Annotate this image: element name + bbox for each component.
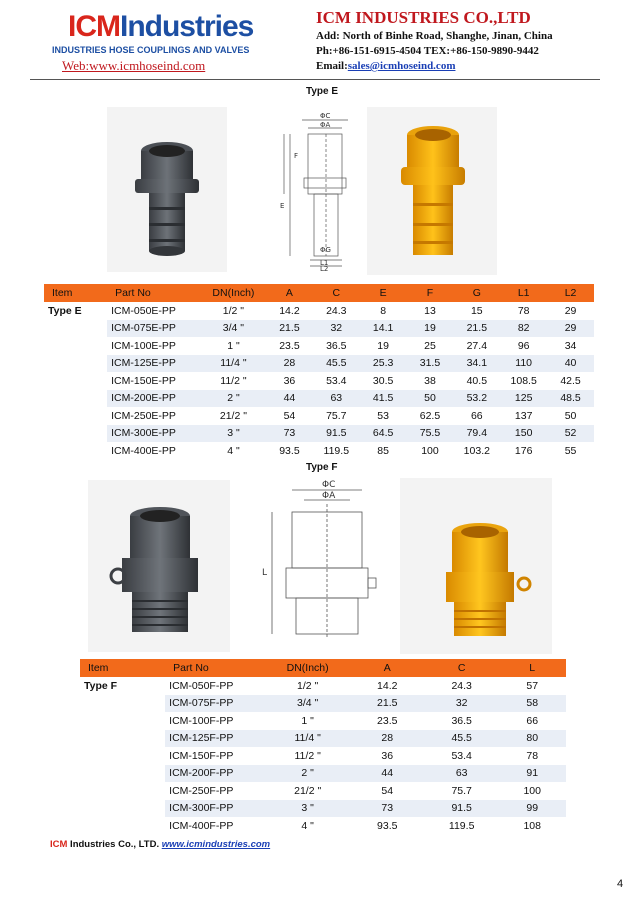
value-cell: 3 " — [201, 425, 266, 443]
value-cell: 50 — [547, 407, 594, 425]
value-cell: 63 — [313, 390, 360, 408]
value-cell: 125 — [500, 390, 547, 408]
value-cell: 3/4 " — [266, 695, 350, 713]
column-header: L2 — [547, 284, 594, 302]
value-cell: 78 — [498, 747, 566, 765]
value-cell: 45.5 — [425, 730, 499, 748]
value-cell: 42.5 — [547, 372, 594, 390]
column-header: F — [407, 284, 454, 302]
website-link[interactable]: Web:www.icmhoseind.com — [62, 58, 206, 73]
value-cell: 19 — [407, 320, 454, 338]
value-cell: 53.4 — [313, 372, 360, 390]
value-cell: 38 — [407, 372, 454, 390]
type-f-yellow-photo — [400, 478, 552, 654]
column-header: G — [453, 284, 500, 302]
value-cell: 2 " — [201, 390, 266, 408]
value-cell: 75.5 — [407, 425, 454, 443]
value-cell: 27.4 — [453, 337, 500, 355]
value-cell: 2 " — [266, 765, 350, 783]
value-cell: 28 — [350, 730, 425, 748]
value-cell: 32 — [425, 695, 499, 713]
drawing-dimension-label: ΦA — [320, 121, 331, 129]
part-number-cell: ICM-250E-PP — [107, 407, 201, 425]
part-number-cell: ICM-400E-PP — [107, 442, 201, 460]
value-cell: 25 — [407, 337, 454, 355]
table-row — [44, 320, 594, 338]
part-number-cell: ICM-400F-PP — [165, 817, 266, 835]
value-cell: 54 — [266, 407, 313, 425]
part-number-cell: ICM-200E-PP — [107, 390, 201, 408]
part-number-cell: ICM-100E-PP — [107, 337, 201, 355]
value-cell: 4 " — [266, 817, 350, 835]
type-e-title: Type E — [306, 86, 339, 97]
value-cell: 36.5 — [313, 337, 360, 355]
value-cell: 66 — [453, 407, 500, 425]
part-number-cell: ICM-075E-PP — [107, 320, 201, 338]
value-cell: 21.5 — [453, 320, 500, 338]
column-header: C — [313, 284, 360, 302]
value-cell: 103.2 — [453, 442, 500, 460]
value-cell: 75.7 — [425, 782, 499, 800]
value-cell: 55 — [547, 442, 594, 460]
value-cell: 100 — [498, 782, 566, 800]
value-cell: 13 — [407, 302, 454, 320]
value-cell: 3 " — [266, 800, 350, 818]
part-number-cell: ICM-050F-PP — [165, 677, 266, 695]
company-phone: Ph:+86-151-6915-4504 TEX:+86-150-9890-9442 — [316, 45, 539, 57]
value-cell: 44 — [266, 390, 313, 408]
table-row — [44, 425, 594, 443]
value-cell: 8 — [360, 302, 407, 320]
value-cell: 40.5 — [453, 372, 500, 390]
part-number-cell: ICM-150F-PP — [165, 747, 266, 765]
value-cell: 25.3 — [360, 355, 407, 373]
drawing-dimension-label: E — [280, 202, 285, 210]
value-cell: 3/4 " — [201, 320, 266, 338]
type-f-gray-photo — [88, 480, 230, 652]
drawing-dimension-label: L2 — [320, 265, 329, 273]
value-cell: 119.5 — [313, 442, 360, 460]
value-cell: 108.5 — [500, 372, 547, 390]
type-e-gray-photo — [107, 107, 227, 272]
logo-subtitle: INDUSTRIES HOSE COUPLINGS AND VALVES — [52, 45, 250, 55]
value-cell: 48.5 — [547, 390, 594, 408]
value-cell: 40 — [547, 355, 594, 373]
type-e-spec-table — [44, 284, 594, 460]
part-number-cell: ICM-100F-PP — [165, 712, 266, 730]
column-header: DN(Inch) — [201, 284, 266, 302]
part-number-cell: ICM-300F-PP — [165, 800, 266, 818]
drawing-dimension-label: ΦC — [322, 480, 336, 490]
value-cell: 176 — [500, 442, 547, 460]
value-cell: 54 — [350, 782, 425, 800]
value-cell: 85 — [360, 442, 407, 460]
table-row — [44, 355, 594, 373]
column-header: L — [498, 659, 566, 677]
type-f-title: Type F — [306, 462, 338, 473]
value-cell: 21/2 " — [201, 407, 266, 425]
part-number-cell: ICM-125E-PP — [107, 355, 201, 373]
value-cell: 32 — [313, 320, 360, 338]
value-cell: 45.5 — [313, 355, 360, 373]
value-cell: 23.5 — [266, 337, 313, 355]
value-cell: 30.5 — [360, 372, 407, 390]
table-row — [44, 390, 594, 408]
value-cell: 1/2 " — [201, 302, 266, 320]
page-number: 4 — [617, 878, 624, 890]
value-cell: 119.5 — [425, 817, 499, 835]
value-cell: 93.5 — [350, 817, 425, 835]
column-header: C — [425, 659, 499, 677]
value-cell: 82 — [500, 320, 547, 338]
drawing-dimension-label: ΦC — [320, 112, 331, 120]
column-header: A — [266, 284, 313, 302]
value-cell: 23.5 — [350, 712, 425, 730]
column-header: E — [360, 284, 407, 302]
part-number-cell: ICM-300E-PP — [107, 425, 201, 443]
part-number-cell: ICM-125F-PP — [165, 730, 266, 748]
value-cell: 62.5 — [407, 407, 454, 425]
value-cell: 1 " — [266, 712, 350, 730]
table-header-row — [44, 284, 594, 302]
value-cell: 80 — [498, 730, 566, 748]
value-cell: 14.1 — [360, 320, 407, 338]
table-row — [44, 337, 594, 355]
value-cell: 66 — [498, 712, 566, 730]
column-header: Part No — [165, 659, 266, 677]
value-cell: 79.4 — [453, 425, 500, 443]
company-email: Email:sales@icmhoseind.com — [316, 60, 456, 72]
part-number-cell: ICM-050E-PP — [107, 302, 201, 320]
value-cell: 34 — [547, 337, 594, 355]
table-row — [80, 677, 566, 695]
part-number-cell: ICM-075F-PP — [165, 695, 266, 713]
value-cell: 21.5 — [350, 695, 425, 713]
value-cell: 91.5 — [313, 425, 360, 443]
table-row — [44, 442, 594, 460]
value-cell: 11/2 " — [201, 372, 266, 390]
value-cell: 53.2 — [453, 390, 500, 408]
type-f-spec-table — [80, 659, 566, 835]
drawing-dimension-label: L — [262, 568, 268, 578]
value-cell: 93.5 — [266, 442, 313, 460]
value-cell: 36 — [350, 747, 425, 765]
value-cell: 63 — [425, 765, 499, 783]
value-cell: 11/4 " — [266, 730, 350, 748]
value-cell: 73 — [350, 800, 425, 818]
footer-website-link[interactable]: www.icmindustries.com — [161, 839, 271, 850]
type-f-technical-drawing — [262, 480, 392, 644]
value-cell: 29 — [547, 320, 594, 338]
column-header: L1 — [500, 284, 547, 302]
value-cell: 24.3 — [313, 302, 360, 320]
drawing-dimension-label: ΦA — [322, 491, 336, 501]
value-cell: 57 — [498, 677, 566, 695]
company-address: Add: North of Binhe Road, Shanghe, Jinan, China — [316, 30, 553, 42]
value-cell: 58 — [498, 695, 566, 713]
footer: ICM Industries Co., LTD. www.icmindustries.com — [50, 839, 271, 850]
table-header-row — [80, 659, 566, 677]
value-cell: 28 — [266, 355, 313, 373]
value-cell: 150 — [500, 425, 547, 443]
part-number-cell: ICM-250F-PP — [165, 782, 266, 800]
header-divider — [30, 79, 600, 80]
value-cell: 137 — [500, 407, 547, 425]
value-cell: 4 " — [201, 442, 266, 460]
table-row — [44, 372, 594, 390]
value-cell: 50 — [407, 390, 454, 408]
value-cell: 15 — [453, 302, 500, 320]
value-cell: 110 — [500, 355, 547, 373]
value-cell: 1 " — [201, 337, 266, 355]
column-header: A — [350, 659, 425, 677]
column-header: DN(Inch) — [266, 659, 350, 677]
drawing-dimension-label: ΦG — [320, 246, 331, 254]
value-cell: 99 — [498, 800, 566, 818]
value-cell: 53 — [360, 407, 407, 425]
value-cell: 19 — [360, 337, 407, 355]
type-e-yellow-photo — [367, 107, 497, 275]
value-cell: 21/2 " — [266, 782, 350, 800]
value-cell: 14.2 — [266, 302, 313, 320]
value-cell: 36 — [266, 372, 313, 390]
value-cell: 78 — [500, 302, 547, 320]
value-cell: 44 — [350, 765, 425, 783]
value-cell: 31.5 — [407, 355, 454, 373]
type-e-technical-drawing — [280, 112, 360, 272]
column-header: Part No — [107, 284, 201, 302]
table-row — [44, 302, 594, 320]
column-header: Item — [80, 659, 165, 677]
drawing-dimension-label: F — [294, 152, 299, 160]
value-cell: 75.7 — [313, 407, 360, 425]
item-type-label: Type F — [80, 677, 165, 835]
value-cell: 11/4 " — [201, 355, 266, 373]
part-number-cell: ICM-150E-PP — [107, 372, 201, 390]
value-cell: 36.5 — [425, 712, 499, 730]
value-cell: 96 — [500, 337, 547, 355]
value-cell: 24.3 — [425, 677, 499, 695]
value-cell: 11/2 " — [266, 747, 350, 765]
item-type-label: Type E — [44, 302, 107, 460]
value-cell: 53.4 — [425, 747, 499, 765]
table-row — [44, 407, 594, 425]
company-logo: ICMIndustries — [68, 10, 254, 43]
value-cell: 41.5 — [360, 390, 407, 408]
value-cell: 100 — [407, 442, 454, 460]
value-cell: 91.5 — [425, 800, 499, 818]
value-cell: 64.5 — [360, 425, 407, 443]
value-cell: 108 — [498, 817, 566, 835]
value-cell: 34.1 — [453, 355, 500, 373]
value-cell: 73 — [266, 425, 313, 443]
value-cell: 91 — [498, 765, 566, 783]
value-cell: 21.5 — [266, 320, 313, 338]
value-cell: 1/2 " — [266, 677, 350, 695]
value-cell: 29 — [547, 302, 594, 320]
drawing-dimension-label: L1 — [320, 259, 329, 267]
value-cell: 14.2 — [350, 677, 425, 695]
company-name: ICM INDUSTRIES CO.,LTD — [316, 8, 531, 27]
part-number-cell: ICM-200F-PP — [165, 765, 266, 783]
email-link[interactable]: sales@icmhoseind.com — [347, 60, 456, 72]
column-header: Item — [44, 284, 107, 302]
value-cell: 52 — [547, 425, 594, 443]
